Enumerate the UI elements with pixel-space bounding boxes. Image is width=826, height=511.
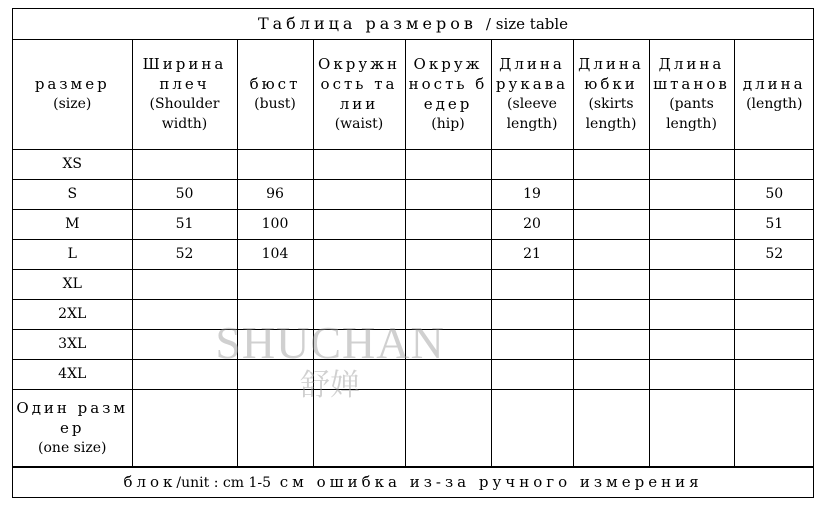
value-cell <box>405 299 491 329</box>
value-cell <box>132 329 237 359</box>
size-label-cell: M <box>13 209 132 239</box>
value-cell: 50 <box>132 179 237 209</box>
size-label-cell: 3XL <box>13 329 132 359</box>
size-label-cell: XL <box>13 269 132 299</box>
header-cell <box>237 39 313 149</box>
value-cell <box>491 299 573 329</box>
header-row <box>13 39 814 149</box>
value-cell <box>313 209 405 239</box>
value-cell <box>734 269 814 299</box>
value-cell <box>573 389 649 467</box>
table-row <box>13 239 814 269</box>
header-en: (waist) <box>334 115 384 132</box>
value-cell <box>649 269 734 299</box>
value-cell <box>405 209 491 239</box>
table-row <box>13 299 814 329</box>
table-row <box>13 149 814 179</box>
value-cell <box>734 329 814 359</box>
header-en: (pants length) <box>666 95 717 132</box>
one-size-ru: Один размер <box>16 399 129 437</box>
size-label-cell: 4XL <box>13 359 132 389</box>
value-cell <box>313 389 405 467</box>
header-ru: Длина штанов <box>653 54 730 93</box>
header-ru: Окружность бедер <box>408 54 488 113</box>
table-row <box>13 179 814 209</box>
value-cell <box>649 179 734 209</box>
value-cell <box>573 179 649 209</box>
footer-ru-suffix: см ошибка из-за ручного измерения <box>279 473 703 491</box>
header-ru: Ширина плеч <box>142 54 227 93</box>
value-cell <box>491 389 573 467</box>
value-cell <box>237 329 313 359</box>
value-cell <box>237 269 313 299</box>
header-cell <box>573 39 649 149</box>
value-cell: 20 <box>491 209 573 239</box>
one-size-en: (one size) <box>38 440 107 456</box>
value-cell <box>313 329 405 359</box>
value-cell <box>649 359 734 389</box>
watermark-en: SHUCHAN <box>215 317 445 368</box>
value-cell: 52 <box>734 239 814 269</box>
header-cell <box>649 39 734 149</box>
header-en: (hip) <box>431 115 465 132</box>
value-cell <box>573 269 649 299</box>
value-cell <box>132 359 237 389</box>
header-cell <box>13 39 132 149</box>
value-cell <box>491 269 573 299</box>
header-ru: Окружность талии <box>318 54 400 113</box>
title-en: / size table <box>485 15 569 33</box>
value-cell <box>734 149 814 179</box>
value-cell: 96 <box>237 179 313 209</box>
value-cell <box>313 299 405 329</box>
value-cell <box>313 239 405 269</box>
one-size-row <box>13 389 814 467</box>
size-table <box>13 39 814 468</box>
value-cell <box>573 359 649 389</box>
value-cell <box>649 299 734 329</box>
header-cell <box>491 39 573 149</box>
size-label-cell: 2XL <box>13 299 132 329</box>
header-en: (sleeve length) <box>506 95 558 132</box>
value-cell <box>405 359 491 389</box>
table-row <box>13 209 814 239</box>
table-row <box>13 269 814 299</box>
value-cell <box>734 359 814 389</box>
table-row <box>13 359 814 389</box>
value-cell <box>405 389 491 467</box>
title-ru: Таблица размеров <box>257 14 477 33</box>
value-cell <box>649 209 734 239</box>
value-cell <box>491 329 573 359</box>
value-cell <box>734 389 814 467</box>
value-cell <box>405 149 491 179</box>
footer-en-unit: /unit : cm 1-5 <box>176 475 271 491</box>
value-cell <box>573 149 649 179</box>
value-cell <box>649 329 734 359</box>
value-cell: 21 <box>491 239 573 269</box>
value-cell <box>573 329 649 359</box>
header-ru: Длина рукава <box>495 54 569 93</box>
footer-ru-prefix: блок <box>123 473 177 491</box>
value-cell <box>649 149 734 179</box>
value-cell <box>649 239 734 269</box>
size-label-cell: S <box>13 179 132 209</box>
size-label-cell: XS <box>13 149 132 179</box>
value-cell: 104 <box>237 239 313 269</box>
value-cell: 51 <box>734 209 814 239</box>
value-cell <box>313 179 405 209</box>
header-ru: Длина юбки <box>578 54 644 93</box>
header-ru: бюст <box>249 74 301 93</box>
value-cell <box>573 209 649 239</box>
value-cell <box>132 389 237 467</box>
header-cell <box>132 39 237 149</box>
value-cell <box>649 389 734 467</box>
one-size-cell <box>13 389 132 467</box>
value-cell <box>734 299 814 329</box>
value-cell <box>405 179 491 209</box>
value-cell: 51 <box>132 209 237 239</box>
header-en: (size) <box>53 95 92 112</box>
value-cell <box>132 149 237 179</box>
watermark-cn: 舒婵 <box>300 368 360 403</box>
value-cell <box>573 239 649 269</box>
value-cell <box>313 269 405 299</box>
value-cell <box>313 359 405 389</box>
header-en: (length) <box>746 95 803 112</box>
header-en: (bust) <box>254 95 296 112</box>
header-cell <box>734 39 814 149</box>
value-cell: 50 <box>734 179 814 209</box>
header-ru: длина <box>742 74 806 93</box>
value-cell <box>237 149 313 179</box>
value-cell <box>405 329 491 359</box>
value-cell <box>313 149 405 179</box>
header-cell <box>405 39 491 149</box>
size-label-cell: L <box>13 239 132 269</box>
table-title <box>13 9 813 40</box>
header-en: (skirts length) <box>585 95 637 132</box>
value-cell <box>405 269 491 299</box>
value-cell <box>237 299 313 329</box>
value-cell: 52 <box>132 239 237 269</box>
value-cell <box>405 239 491 269</box>
table-row <box>13 329 814 359</box>
value-cell: 100 <box>237 209 313 239</box>
value-cell <box>573 299 649 329</box>
value-cell <box>132 269 237 299</box>
header-en: (Shoulder width) <box>149 95 220 132</box>
size-table-frame <box>12 8 814 498</box>
table-footer <box>13 466 813 497</box>
value-cell <box>132 299 237 329</box>
value-cell: 19 <box>491 179 573 209</box>
value-cell <box>491 149 573 179</box>
value-cell <box>237 359 313 389</box>
value-cell <box>491 359 573 389</box>
value-cell <box>237 389 313 467</box>
header-ru: размер <box>34 74 110 93</box>
header-cell <box>313 39 405 149</box>
